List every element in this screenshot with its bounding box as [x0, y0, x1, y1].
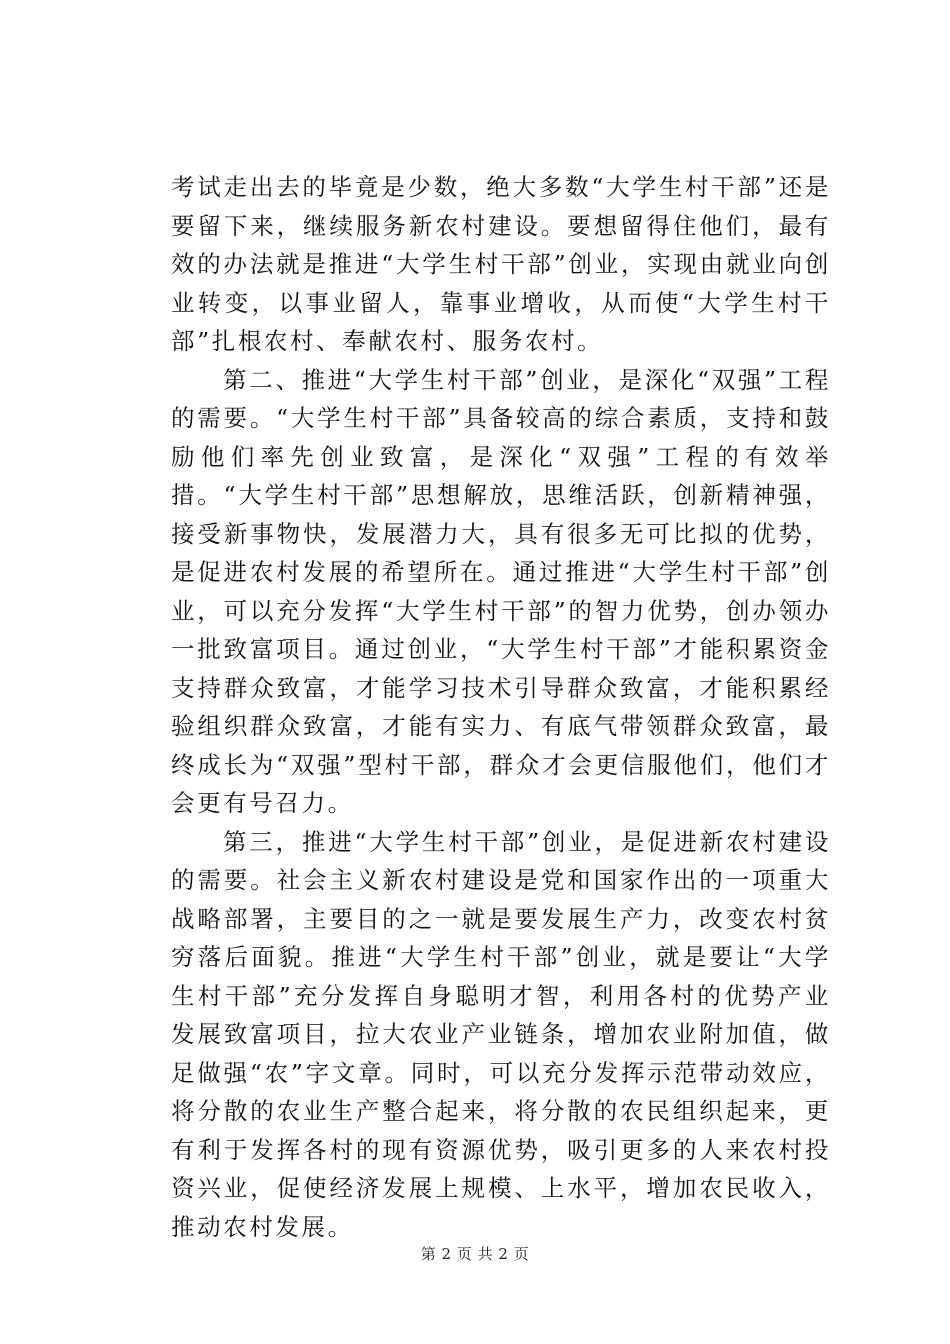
paragraph-second-point: 第二、推进“大学生村干部”创业，是深化“双强”工程的需要。“大学生村干部”具备较高的综合素质，支持和鼓励他们率先创业致富，是深化“双强”工程的有效举措。“大学生村干部”思想解放，思维活跃，创新精神强，接受新事物快，发展潜力大，具有很多无可比拟的优势，是促进农村发展的希望所在。通过推进“大学生村干部”创业，可以充分发挥“大学生村干部”的智力优势，创办领办一批致富项目。通过创业，“大学生村干部”才能积累资金支持群众致富，才能学习技术引导群众致富，才能积累经验组织群众致富，才能有实力、有底气带领群众致富，最终成长为“双强”型村干部，群众才会更信服他们，他们才会更有号召力。	[171, 365, 831, 817]
paragraph-continuation: 考试走出去的毕竟是少数，绝大多数“大学生村干部”还是要留下来，继续服务新农村建设。要想留得住他们，最有效的办法就是推进“大学生村干部”创业，实现由就业向创业转变，以事业留人，靠事业增收，从而使“大学生村干部”扎根农村、奉献农村、服务农村。	[171, 173, 831, 355]
document-body	[171, 168, 831, 1246]
paragraph-third-point: 第三，推进“大学生村干部”创业，是促进新农村建设的需要。社会主义新农村建设是党和国家作出的一项重大战略部署，主要目的之一就是要发展生产力，改变农村贫穷落后面貌。推进“大学生村干部”创业，就是要让“大学生村干部”充分发挥自身聪明才智，利用各村的优势产业发展致富项目，拉大农业产业链条，增加农业附加值，做足做强“农”字文章。同时，可以充分发挥示范带动效应，将分散的农业生产整合起来，将分散的农民组织起来，更有利于发挥各村的现有资源优势，吸引更多的人来农村投资兴业，促使经济发展上规模、上水平，增加农民收入，推动农村发展。	[171, 827, 831, 1241]
page-number-footer: 第 2 页 共 2 页	[420, 1245, 530, 1263]
